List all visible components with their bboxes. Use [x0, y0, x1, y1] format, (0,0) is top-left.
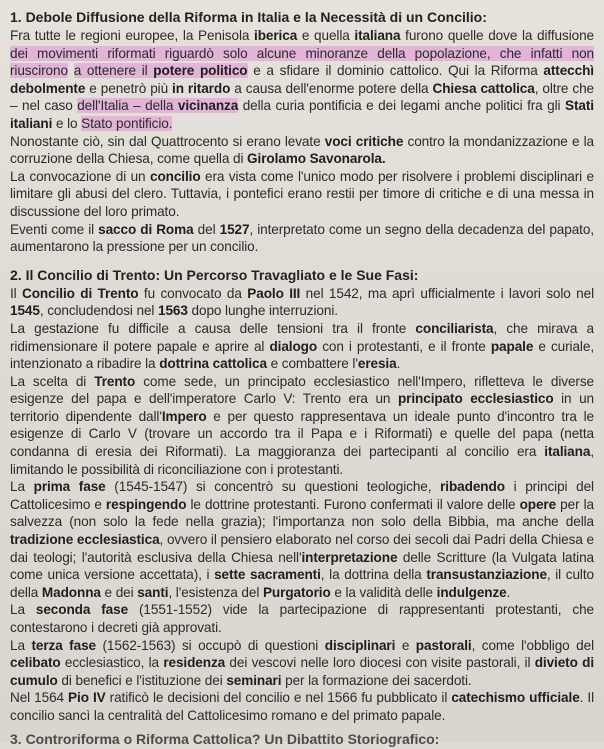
section-1-paragraph-1: Fra tutte le regioni europee, la Penisola iberica e quella italiana furono quelle dove la diffusione dei movimenti riformati riguardò solo alcune minoranze della popolazione, che infatti non riuscirono a ottenere il potere politico e a sfidare il dominio cattolico. Qui la Riforma attecchì debolmente e penetrò più in ritardo a causa dell'enorme potere della Chiesa cattolica, oltre che – nel caso dell'Italia – della vicinanza della curia pontificia e dei legami anche politici fra gli Stati italiani e lo Stato pontificio. — [10, 28, 595, 131]
section-3-title-partial: 3. Controriforma o Riforma Cattolica? Un Dibattito Storiografico: — [10, 731, 440, 747]
section-1-title: 1. Debole Diffusione della Riforma in Italia e la Necessità di un Concilio: — [10, 9, 487, 25]
section-2-paragraph-7: Nel 1564 Pio IV ratificò le decisioni del concilio e nel 1566 fu pubblicato il catechismo ufficiale. Il concilio sancì la centralità del Cattolicesimo romano e del primato papale. — [10, 690, 594, 723]
section-2-paragraph-4: La prima fase (1545-1547) si concentrò su questioni teologiche, ribadendo i principi del Cattolicesimo e respingendo le dottrine protestanti. Furono confermati il valore delle opere per la salvezza (non solo la fede nella grazia); l'importanza non solo della Bibbia, ma anche della tradizione ecclesiastica, ovvero il pensiero elaborato nel corso dei secoli dai Padri della Chiesa e dai teologi; l'autorità esclusiva della Chiesa nell'interpretazione delle Scritture (la Vulgata latina come unica versione accettata), i sette sacramenti, la dottrina della transustanziazione, il culto della Madonna e dei santi, l'esistenza del Purgatorio e la validità delle indulgenze. — [10, 479, 595, 600]
section-gap — [10, 256, 594, 266]
section-2-paragraph-5: La seconda fase (1551-1552) vide la partecipazione di rappresentanti protestanti, che contestarono i decreti già approvati. — [10, 602, 594, 635]
section-2-paragraph-2: La gestazione fu difficile a causa delle tensioni tra il fronte conciliarista, che mirava a ridimensionare il potere papale e aprire al dialogo con i protestanti, e il fronte papale e curiale, intenzionato a ribadire la dottrina cattolica e combattere l'eresia. — [10, 320, 594, 372]
highlighted-text: a ottenere il potere politico — [73, 63, 248, 79]
highlighted-text: dei movimenti riformati riguardò solo alcune minoranze della popolazione, che infatti non riuscirono — [10, 45, 594, 79]
section-2-paragraph-1: Il Concilio di Trento fu convocato da Paolo III nel 1542, ma aprì ufficialmente i lavori solo nel 1545, concludendosi nel 1563 dopo lunghe interruzioni. — [10, 285, 594, 319]
section-1-paragraph-4: Eventi come il sacco di Roma del 1527, interpretato come un segno della decadenza del papato, aumentarono la pressione per un concilio. — [10, 221, 594, 255]
section-1-paragraph-2: Nonostante ciò, sin dal Quattrocento si erano levate voci critiche contro la mondanizzazione e la corruzione della Chiesa, come quella di Girolamo Savonarola. — [10, 133, 594, 167]
highlighted-text: dell'Italia – della vicinanza — [77, 98, 239, 114]
section-1-paragraph-3: La convocazione di un concilio era vista come l'unico modo per risolvere i problemi disciplinari e limitare gli abusi del clero. Tuttavia, i pontefici erano restii per timore di critiche e di una messa in discussione del loro primato. — [10, 168, 595, 219]
section-2-paragraph-3: La scelta di Trento come sede, un principato ecclesiastico nell'Impero, rifletteva le diverse esigenze del papa e dell'imperatore Carlo V: Trento era un principato ecclesiastico in un territorio dipendente dall'Impero e per questo rappresentava un ideale punto d'incontro tra le esigenze di Carlo V (trovare un accordo tra il Papa e i Riformati) e quelle del papa (netta condanna di eresia dei Riformati). La maggioranza dei partecipanti al concilio era italiana, limitando le possibilità di riconciliazione con i protestanti. — [10, 373, 595, 477]
section-2-title: 2. Il Concilio di Trento: Un Percorso Travagliato e le Sue Fasi: — [10, 266, 419, 283]
section-2-paragraph-6: La terza fase (1562-1563) si occupò di questioni disciplinari e pastorali, come l'obbligo del celibato ecclesiastico, la residenza dei vescovi nelle loro diocesi con visite pastorali, il divieto di cumulo di benefici e l'istituzione dei seminari per la formazione dei sacerdoti. — [10, 637, 594, 688]
highlighted-text: Stato pontificio. — [81, 115, 173, 131]
